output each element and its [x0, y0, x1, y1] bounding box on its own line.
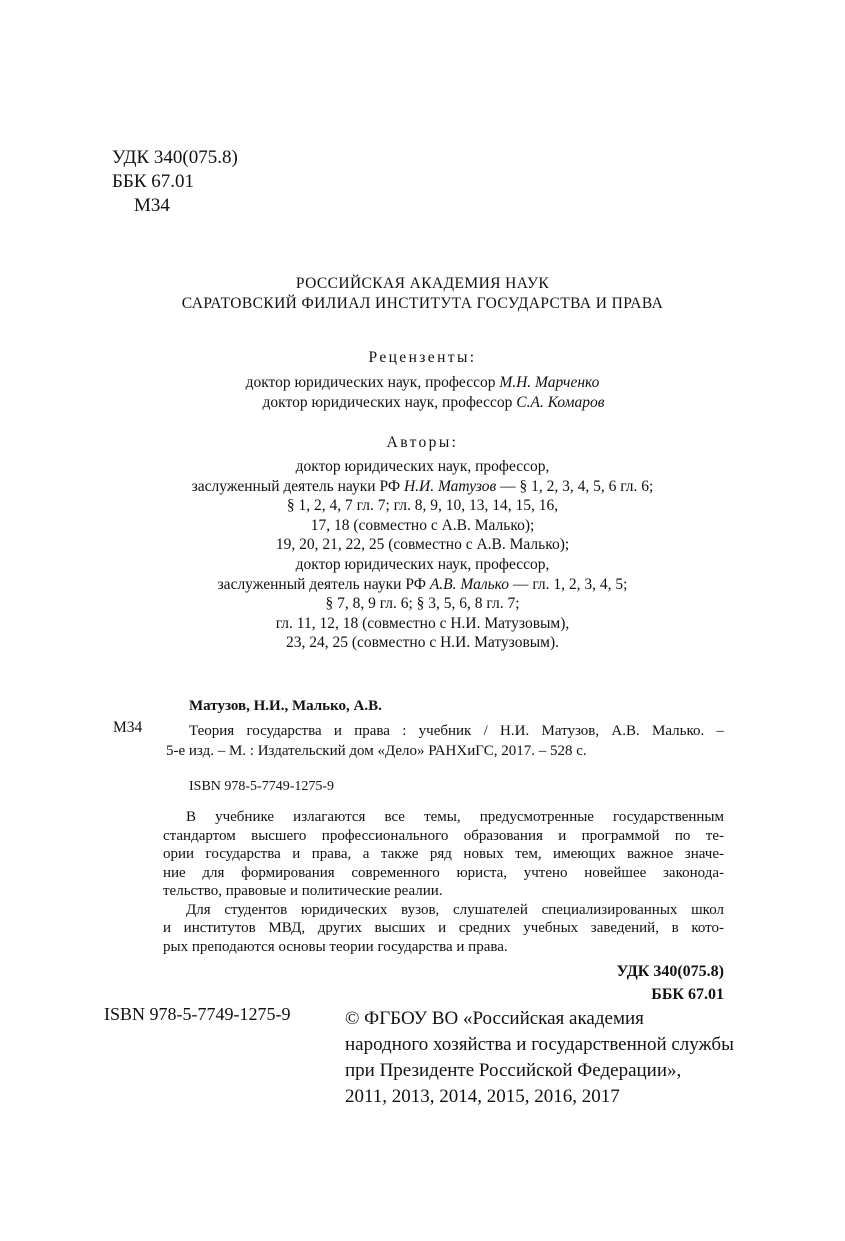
- reviewer-2: доктор юридических наук, профессор С.А. Комаров: [262, 393, 605, 411]
- author-2-line-3: § 7, 8, 9 гл. 6; § 3, 5, 6, 8 гл. 7;: [325, 595, 520, 613]
- organization-line-1: РОССИЙСКАЯ АКАДЕМИЯ НАУК: [295, 275, 550, 292]
- copyright-line-2: народного хозяйства и государственной службы: [345, 1034, 734, 1055]
- annotation-p1-line-5: тельство, правовые и политические реалии.: [163, 883, 443, 899]
- copyright: [345, 1006, 734, 1110]
- copyright-line-4: 2011, 2013, 2014, 2015, 2016, 2017: [345, 1086, 620, 1107]
- footer-isbn: ISBN 978-5-7749-1275-9: [104, 1004, 291, 1024]
- author-1-line-1: доктор юридических наук, профессор,: [295, 458, 550, 475]
- reviewer-1-name: М.Н. Марченко: [499, 374, 600, 391]
- annotation: [163, 808, 724, 956]
- udk-code: УДК 340(075.8): [112, 147, 238, 168]
- reviewer-1: доктор юридических наук, профессор М.Н. Марченко: [245, 374, 600, 391]
- annotation-p1-line-1: В учебнике излагаются все темы, предусмотренные государственным: [186, 809, 724, 825]
- author-1-line-5: 19, 20, 21, 22, 25 (совместно с А.В. Малько);: [275, 536, 570, 554]
- author-2-line-1: доктор юридических наук, профессор,: [295, 555, 550, 573]
- copyright-line-3: при Президенте Российской Федерации»,: [345, 1060, 682, 1081]
- header-classification-codes: [112, 146, 238, 218]
- authors-list: [0, 457, 845, 653]
- author-2-name: А.В. Малько: [429, 575, 510, 593]
- annotation-p2-line-3: рых преподаются основы теории государства и права.: [163, 938, 508, 955]
- footer-bbk: ББК 67.01: [651, 986, 724, 1003]
- catalog-entry-line-2: 5-е изд. – М. : Издательский дом «Дело» РАНХиГС, 2017. – 528 с.: [166, 742, 587, 759]
- catalog-entry-author-sign: М34: [113, 719, 143, 736]
- annotation-p1-line-3: ории государства и права, а также ряд новых тем, имеющих важное значе-: [163, 846, 724, 862]
- organization-line-2: САРАТОВСКИЙ ФИЛИАЛ ИНСТИТУТА ГОСУДАРСТВА И ПРАВА: [181, 295, 664, 312]
- authors-heading: Авторы:: [386, 434, 459, 451]
- catalog-entry-line-1: Теория государства и права : учебник / Н.И. Матузов, А.В. Малько. –: [189, 723, 724, 739]
- author-2-line-5: 23, 24, 25 (совместно с Н.И. Матузовым).: [285, 634, 560, 652]
- copyright-line-1: © ФГБОУ ВО «Российская академия: [345, 1008, 644, 1029]
- author-sign: М34: [134, 195, 170, 216]
- organization: [0, 274, 845, 314]
- author-1-line-4: 17, 18 (совместно с А.В. Малько);: [310, 516, 535, 534]
- reviewers-list: [0, 373, 845, 412]
- reviewers-heading: Рецензенты:: [368, 349, 477, 366]
- footer-classification-codes: [617, 960, 724, 1006]
- catalog-entry-authors: Матузов, Н.И., Малько, А.В.: [189, 698, 382, 714]
- author-1-name: Н.И. Матузов: [403, 477, 497, 495]
- annotation-p1-line-2: стандартом высшего профессионального образования и программой по те-: [163, 827, 724, 844]
- annotation-p1-line-4: ние для формирования современного юриста, учтено новейшее законода-: [163, 864, 724, 881]
- author-1-line-2: заслуженный деятель науки РФ Н.И. Матузов — § 1, 2, 3, 4, 5, 6 гл. 6;: [191, 477, 654, 495]
- bbk-code: ББК 67.01: [112, 171, 194, 192]
- footer-udk: УДК 340(075.8): [616, 963, 724, 980]
- author-2-line-4: гл. 11, 12, 18 (совместно с Н.И. Матузовым),: [275, 614, 570, 632]
- catalog-entry-description: [166, 722, 724, 761]
- author-1-line-3: § 1, 2, 4, 7 гл. 7; гл. 8, 9, 10, 13, 14, 15, 16,: [286, 497, 559, 515]
- catalog-entry-isbn: ISBN 978-5-7749-1275-9: [189, 779, 335, 794]
- annotation-p2-line-1: Для студентов юридических вузов, слушателей специализированных школ: [186, 901, 724, 918]
- author-2-line-2: заслуженный деятель науки РФ А.В. Малько — гл. 1, 2, 3, 4, 5;: [217, 575, 628, 593]
- reviewer-2-name: С.А. Комаров: [516, 393, 605, 411]
- annotation-p2-line-2: и институтов МВД, других высших и средних учебных заведений, в кото-: [163, 920, 724, 936]
